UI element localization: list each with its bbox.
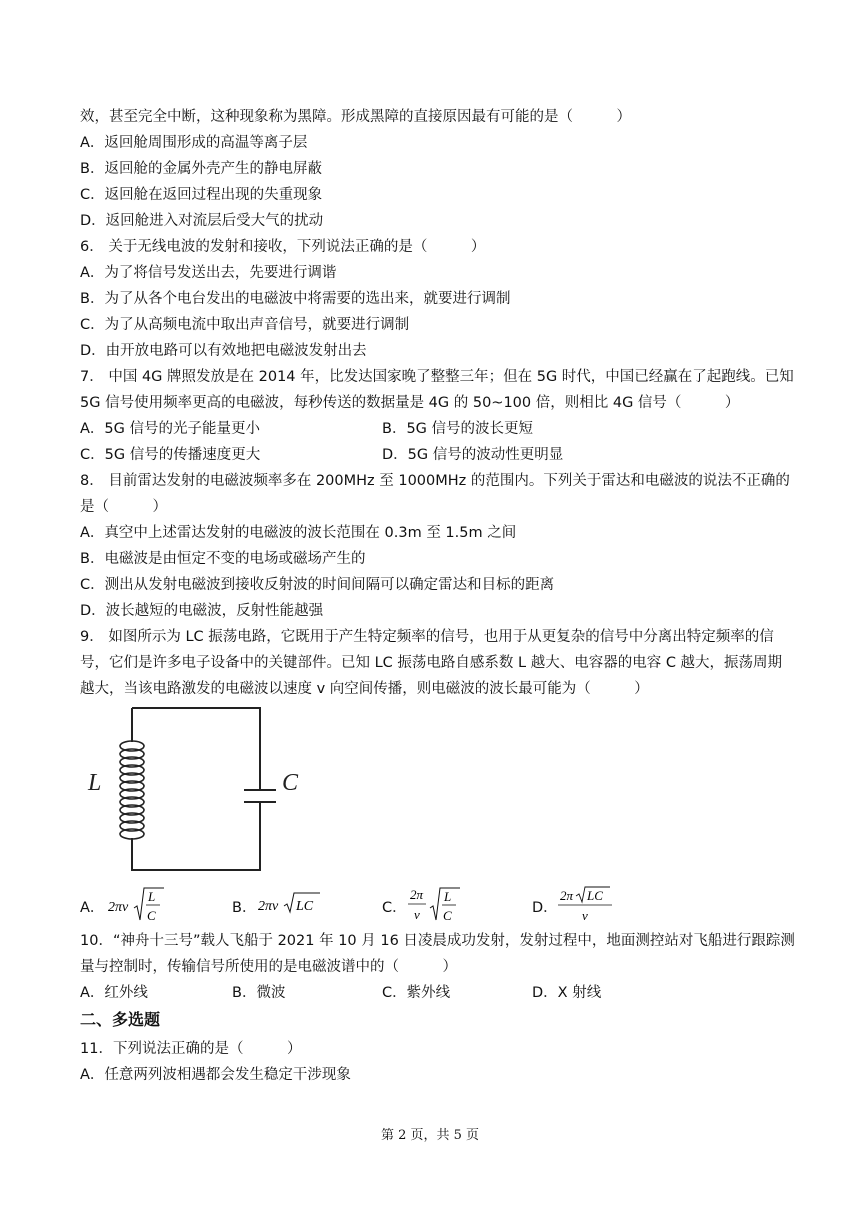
q9-option-d-label: D． xyxy=(532,900,558,916)
q5-option-a: A．返回舱周围形成的高温等离子层 xyxy=(80,135,308,151)
inductor-coil xyxy=(120,741,144,839)
inductor-label: L xyxy=(88,770,102,796)
lc-circuit-diagram xyxy=(80,700,320,880)
q5-option-b: B．返回舱的金属外壳产生的静电屏蔽 xyxy=(80,161,322,177)
q7-option-d: D．5G 信号的波动性更明显 xyxy=(382,447,564,463)
q9-option-c-formula xyxy=(408,884,468,926)
section-heading-multiple-choice: 二、多选题 xyxy=(80,1010,161,1029)
svg-text:2πv: 2πv xyxy=(258,899,279,914)
q8-stem-line2: 是（ ） xyxy=(80,499,167,515)
q10-option-d: D．X 射线 xyxy=(532,985,602,1001)
svg-text:C: C xyxy=(443,908,452,923)
svg-text:2π: 2π xyxy=(410,887,424,902)
q7-option-b: B．5G 信号的波长更短 xyxy=(382,421,534,437)
q5-option-d: D．返回舱进入对流层后受大气的扰动 xyxy=(80,213,324,229)
q10-option-b: B．微波 xyxy=(232,985,286,1001)
q9-option-d-formula xyxy=(558,884,618,926)
svg-text:C: C xyxy=(147,908,156,923)
capacitor-label: C xyxy=(282,770,299,796)
q9-option-b-label: B． xyxy=(232,900,257,916)
q10-stem-line2: 量与控制时，传输信号所使用的是电磁波谱中的（ ） xyxy=(80,959,457,975)
q10-option-c: C．紫外线 xyxy=(382,985,451,1001)
q9-option-a-label: A． xyxy=(80,900,105,916)
q9-stem-line1: 9． 如图所示为 LC 振荡电路，它既用于产生特定频率的信号，也用于从更复杂的信号中分离出特定频率的信 xyxy=(80,629,774,645)
q9-stem-line3: 越大，当该电路激发的电磁波以速度 v 向空间传播，则电磁波的波长最可能为（ ） xyxy=(80,681,649,697)
svg-text:v: v xyxy=(414,907,420,922)
q6-option-d: D．由开放电路可以有效地把电磁波发射出去 xyxy=(80,343,367,359)
q6-option-c: C．为了从高频电流中取出声音信号，就要进行调制 xyxy=(80,317,410,333)
svg-text:2π: 2π xyxy=(560,888,574,903)
q8-option-b: B．电磁波是由恒定不变的电场或磁场产生的 xyxy=(80,551,366,567)
svg-text:LC: LC xyxy=(587,888,603,903)
q6-stem: 6． 关于无线电波的发射和接收，下列说法正确的是（ ） xyxy=(80,239,486,255)
q7-stem-line1: 7． 中国 4G 牌照发放是在 2014 年，比发达国家晚了整整三年；但在 5G 时代，中国已经赢在了起跑线。已知 xyxy=(80,369,794,385)
q10-option-a: A．红外线 xyxy=(80,985,148,1001)
q8-option-c: C．测出从发射电磁波到接收反射波的时间间隔可以确定雷达和目标的距离 xyxy=(80,577,555,593)
svg-text:LC: LC xyxy=(296,899,314,914)
q9-stem-line2: 号，它们是许多电子设备中的关键部件。已知 LC 振荡电路自感系数 L 越大、电容器的电容 C 越大，振荡周期 xyxy=(80,655,783,671)
q9-option-a-formula xyxy=(108,884,168,926)
q11-option-a: A．任意两列波相遇都会发生稳定干涉现象 xyxy=(80,1067,351,1083)
q9-option-c-label: C． xyxy=(382,900,407,916)
q9-option-b-formula xyxy=(258,890,328,916)
q7-stem-line2: 5G 信号使用频率更高的电磁波，每秒传送的数据量是 4G 的 50~100 倍，则相比 4G 信号（ ） xyxy=(80,395,740,411)
q11-stem: 11．下列说法正确的是（ ） xyxy=(80,1041,302,1057)
svg-text:2πv: 2πv xyxy=(108,900,129,915)
svg-text:v: v xyxy=(582,908,588,923)
q10-stem-line1: 10．“神舟十三号”载人飞船于 2021 年 10 月 16 日凌晨成功发射，发射过程中，地面测控站对飞船进行跟踪测 xyxy=(80,933,795,949)
q6-option-b: B．为了从各个电台发出的电磁波中将需要的选出来，就要进行调制 xyxy=(80,291,511,307)
svg-text:L: L xyxy=(148,889,156,904)
q5-continuation: 效，甚至完全中断，这种现象称为黑障。形成黑障的直接原因最有可能的是（ ） xyxy=(80,109,631,125)
svg-text:L: L xyxy=(444,889,452,904)
q6-option-a: A．为了将信号发送出去，先要进行调谐 xyxy=(80,265,337,281)
q7-option-c: C．5G 信号的传播速度更大 xyxy=(80,447,261,463)
q8-option-d: D．波长越短的电磁波，反射性能越强 xyxy=(80,603,324,619)
q8-stem-line1: 8． 目前雷达发射的电磁波频率多在 200MHz 至 1000MHz 的范围内。下列关于雷达和电磁波的说法不正确的 xyxy=(80,473,790,489)
page-footer: 第 2 页，共 5 页 xyxy=(380,1128,480,1143)
q8-option-a: A．真空中上述雷达发射的电磁波的波长范围在 0.3m 至 1.5m 之间 xyxy=(80,525,517,541)
q7-option-a: A．5G 信号的光子能量更小 xyxy=(80,421,260,437)
q5-option-c: C．返回舱在返回过程出现的失重现象 xyxy=(80,187,323,203)
